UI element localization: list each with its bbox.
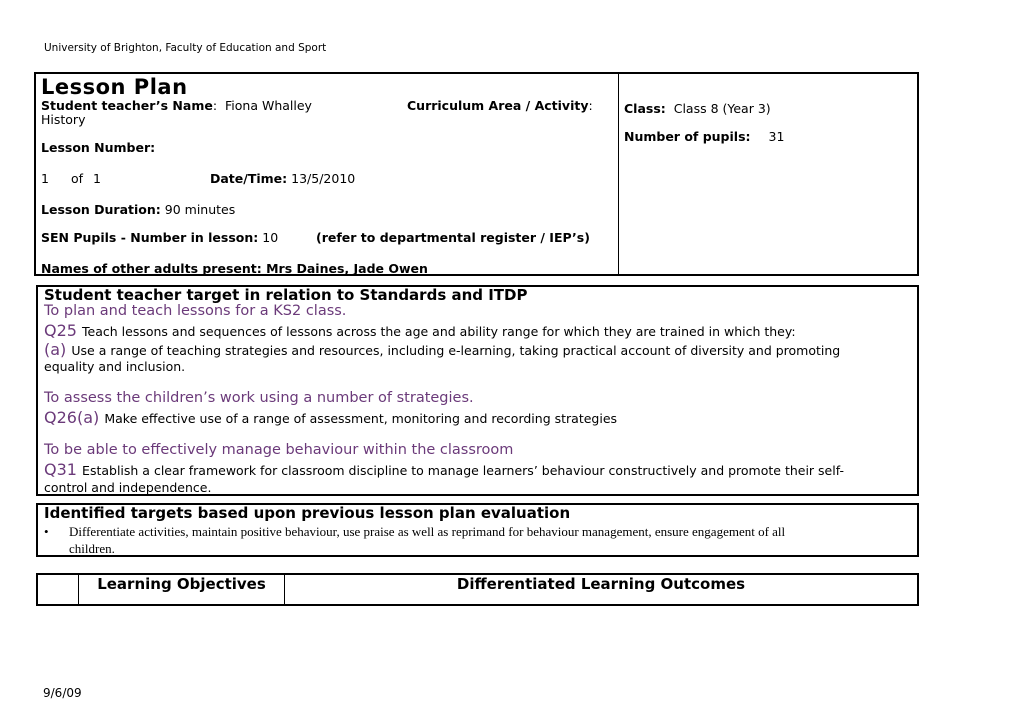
column-divider <box>618 74 619 274</box>
goal-behaviour: To be able to effectively manage behaviour within the classroom <box>44 442 514 458</box>
a-text: Use a range of teaching strategies and resources, including e-learning, taking practical account of diversity and promoting <box>71 343 841 358</box>
goal-plan-teach: To plan and teach lessons for a KS2 class. <box>44 303 347 319</box>
date-label: Date/Time: <box>210 171 288 186</box>
lesson-number-label: Lesson Number: <box>41 140 156 155</box>
lesson-total: 1 <box>92 171 101 186</box>
page-title: Lesson Plan <box>41 75 188 99</box>
a-code: (a) <box>44 340 67 359</box>
previous-heading: Identified targets based upon previous lesson plan evaluation <box>44 504 571 522</box>
colon: : <box>588 98 593 113</box>
q26-row <box>44 408 617 427</box>
lesson-num: 1 <box>41 171 49 186</box>
q31-text-cont: control and independence. <box>44 480 212 495</box>
q31-code: Q31 <box>44 460 77 479</box>
pupils-row <box>624 129 784 144</box>
previous-target-item-cont: children. <box>69 541 115 556</box>
previous-targets-box <box>36 503 919 557</box>
learning-objectives-header: Learning Objectives <box>97 575 266 593</box>
pupils-value: 31 <box>768 129 785 144</box>
duration-row <box>41 202 235 217</box>
q25-code: Q25 <box>44 321 77 340</box>
student-name-row <box>41 98 312 113</box>
previous-target-item: Differentiate activities, maintain positive behaviour, use praise as well as reprimand for behaviour management, ensure engagement of all <box>69 524 786 539</box>
curriculum-value: History <box>41 112 86 127</box>
curriculum-row <box>407 98 593 113</box>
lesson-info-box <box>34 72 919 276</box>
class-row <box>624 101 771 116</box>
class-label: Class: <box>624 101 666 116</box>
duration-value: 90 minutes <box>164 202 236 217</box>
q25-row <box>44 321 796 340</box>
goal-assess: To assess the children’s work using a number of strategies. <box>44 390 474 406</box>
a-text-cont: equality and inclusion. <box>44 359 186 374</box>
other-adults: Names of other adults present: Mrs Daines, Jade Owen <box>41 261 428 276</box>
sen-value: 10 <box>262 230 279 245</box>
class-value: Class 8 (Year 3) <box>673 101 771 116</box>
sen-label: SEN Pupils - Number in lesson: <box>41 230 259 245</box>
lesson-number-value <box>41 171 101 186</box>
institution-header: University of Brighton, Faculty of Education and Sport <box>44 42 327 54</box>
q25-text: Teach lessons and sequences of lessons across the age and ability range for which they are trained in which they: <box>82 324 796 339</box>
duration-label: Lesson Duration: <box>41 202 161 217</box>
sen-row <box>41 230 278 245</box>
a-row <box>44 340 840 359</box>
targets-box <box>36 285 919 496</box>
student-name-value: Fiona Whalley <box>225 98 312 113</box>
curriculum-label: Curriculum Area / Activity <box>407 98 589 113</box>
learning-outcomes-header: Differentiated Learning Outcomes <box>456 575 746 593</box>
footer-date: 9/6/09 <box>43 686 82 700</box>
bullet-icon: • <box>44 524 49 539</box>
pupils-label: Number of pupils: <box>624 129 751 144</box>
student-name-label: Student teacher’s Name <box>41 98 213 113</box>
q26-code: Q26(a) <box>44 408 100 427</box>
targets-heading: Student teacher target in relation to Standards and ITDP <box>44 286 528 304</box>
q31-row <box>44 460 844 479</box>
colon: : <box>212 98 226 113</box>
q31-text: Establish a clear framework for classroom discipline to manage learners’ behaviour constructively and promote their self- <box>82 463 844 478</box>
date-value: 13/5/2010 <box>291 171 356 186</box>
sen-note: (refer to departmental register / IEP’s) <box>316 230 590 245</box>
date-row <box>210 171 355 186</box>
of-word: of <box>70 171 83 186</box>
outcomes-table-header <box>36 573 919 606</box>
q26-text: Make effective use of a range of assessment, monitoring and recording strategies <box>104 411 618 426</box>
